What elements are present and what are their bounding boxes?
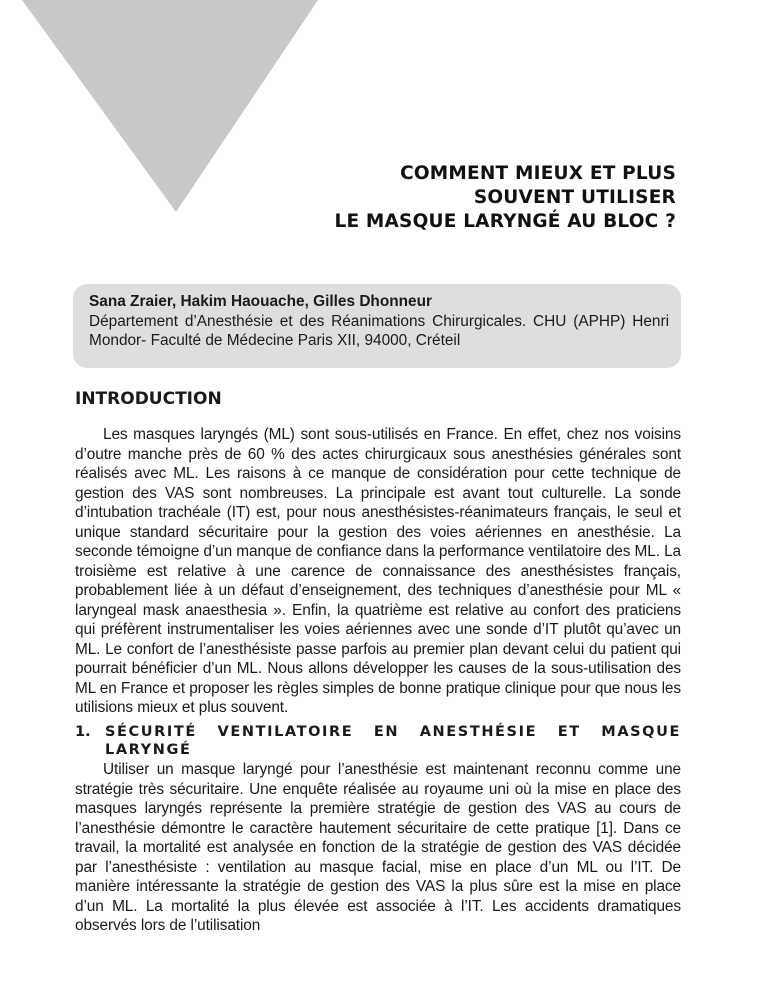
- author-names: Sana Zraier, Hakim Haouache, Gilles Dhonneur: [89, 293, 432, 310]
- introduction-paragraph: Les masques laryngés (ML) sont sous-utilisés en France. En effet, chez nos voisins d’outre manche près de 60 % des actes chirurgicaux sous anesthésies générales sont réalisés avec ML. Les raisons à ce manque de considération pour cette technique de gestion des VAS sont nombreuses. La principale est avant tout culturelle. La sonde d’intubation trachéale (IT) est, pour nous anesthésistes-réanimateurs français, le seul et unique standard sécuritaire pour la gestion des voies aériennes en anesthésie. La seconde témoigne d’un manque de confiance dans la performance ventilatoire des ML. La troisième est relative à une carence de connaissance des anesthésistes français, probablement liée à un défaut d’enseignement, des techniques d’anesthésie pour ML « laryngeal mask anaesthesia ». Enfin, la quatrième est relative au confort des praticiens qui préfèrent instrumentaliser les voies aériennes avec une sonde d’IT plutôt qu’avec un ML. Le confort de l’anesthésiste passe parfois au premier plan devant celui du patient qui pourrait bénéficier d’un ML. Nous allons développer les causes de la sous-utilisation des ML en France et proposer les règles simples de bonne pratique clinique pour que nous les utilisions mieux et plus souvent.: [75, 426, 681, 716]
- title-line-2: SOUVENT UTILISER: [473, 187, 676, 208]
- section-1-paragraph: Utiliser un masque laryngé pour l’anesthésie est maintenant reconnu comme une stratégie très sécuritaire. Une enquête réalisée au royaume uni où la mise en place des masques laryngés représente la première stratégie de gestion des VAS au cours de l’anesthésie démontre le caractère hautement sécuritaire de cette pratique [1]. Dans ce travail, la mortalité est analysée en fonction de la stratégie de gestion des VAS décidée par l’anesthésiste : ventilation au masque facial, mise en place d’un ML ou l’IT. De manière intéressante la stratégie de gestion des VAS la plus sûre est la mise en place d’un ML. La mortalité la plus élevée est associée à l’IT. Les accidents dramatiques observés lors de l’utilisation: [75, 761, 681, 934]
- author-box: [73, 284, 681, 368]
- section-1-heading: [75, 723, 681, 759]
- title-line-1: COMMENT MIEUX ET PLUS: [400, 163, 676, 184]
- title-line-3: LE MASQUE LARYNGÉ AU BLOC ?: [334, 211, 676, 232]
- decorative-triangle: [0, 0, 340, 215]
- author-affiliation: Département d’Anesthésie et des Réanimations Chirurgicales. CHU (APHP) Henri Mondor- Faculté de Médecine Paris XII, 94000, Créteil: [89, 312, 669, 349]
- chapter-title: [334, 162, 676, 234]
- section-1-number: 1.: [75, 724, 91, 740]
- section-1-title: SÉCURITÉ VENTILATOIRE EN ANESTHÉSIE ET MASQUE LARYNGÉ: [105, 724, 681, 758]
- introduction-heading: INTRODUCTION: [75, 389, 222, 409]
